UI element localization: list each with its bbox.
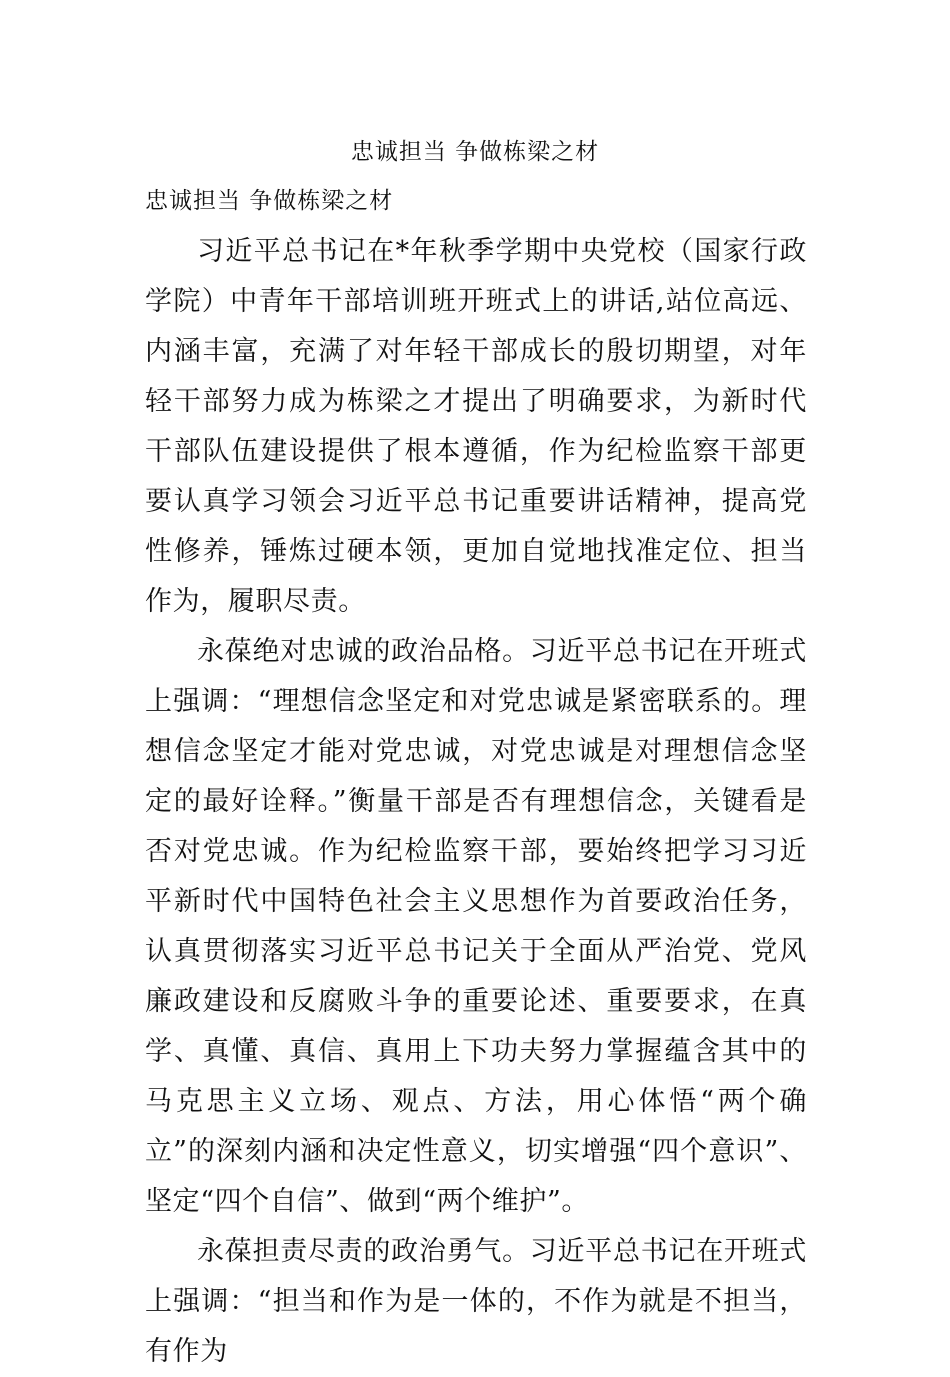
paragraph-responsibility: 永葆担责尽责的政治勇气。习近平总书记在开班式上强调：“担当和作为是一体的，不作为就是不担当，有作为 — [145, 1236, 807, 1367]
document-title: 忠诚担当 争做栋梁之材 — [350, 139, 600, 165]
document-subtitle: 忠诚担当 争做栋梁之材 — [145, 188, 394, 214]
document-body — [145, 227, 807, 1377]
paragraph-intro: 习近平总书记在*年秋季学期中央党校（国家行政学院）中青年干部培训班开班式上的讲话,站位高远、内涵丰富，充满了对年轻干部成长的殷切期望，对年轻干部努力成为栋梁之才提出了明确要求，为新时代干部队伍建设提供了根本遵循，作为纪检监察干部更要认真学习领会习近平总书记重要讲话精神，提高党性修养，锤炼过硬本领，更加自觉地找准定位、担当作为，履职尽责。 — [145, 236, 807, 617]
paragraph-loyalty: 永葆绝对忠诚的政治品格。习近平总书记在开班式上强调：“理想信念坚定和对党忠诚是紧密联系的。理想信念坚定才能对党忠诚，对党忠诚是对理想信念坚定的最好诠释。”衡量干部是否有理想信念，关键看是否对党忠诚。作为纪检监察干部，要始终把学习习近平新时代中国特色社会主义思想作为首要政治任务，认真贯彻落实习近平总书记关于全面从严治党、党风廉政建设和反腐败斗争的重要论述、重要要求，在真学、真懂、真信、真用上下功夫努力掌握蕴含其中的马克思主义立场、观点、方法，用心体悟“两个确立”的深刻内涵和决定性意义，切实增强“四个意识”、坚定“四个自信”、做到“两个维护”。 — [145, 636, 807, 1217]
